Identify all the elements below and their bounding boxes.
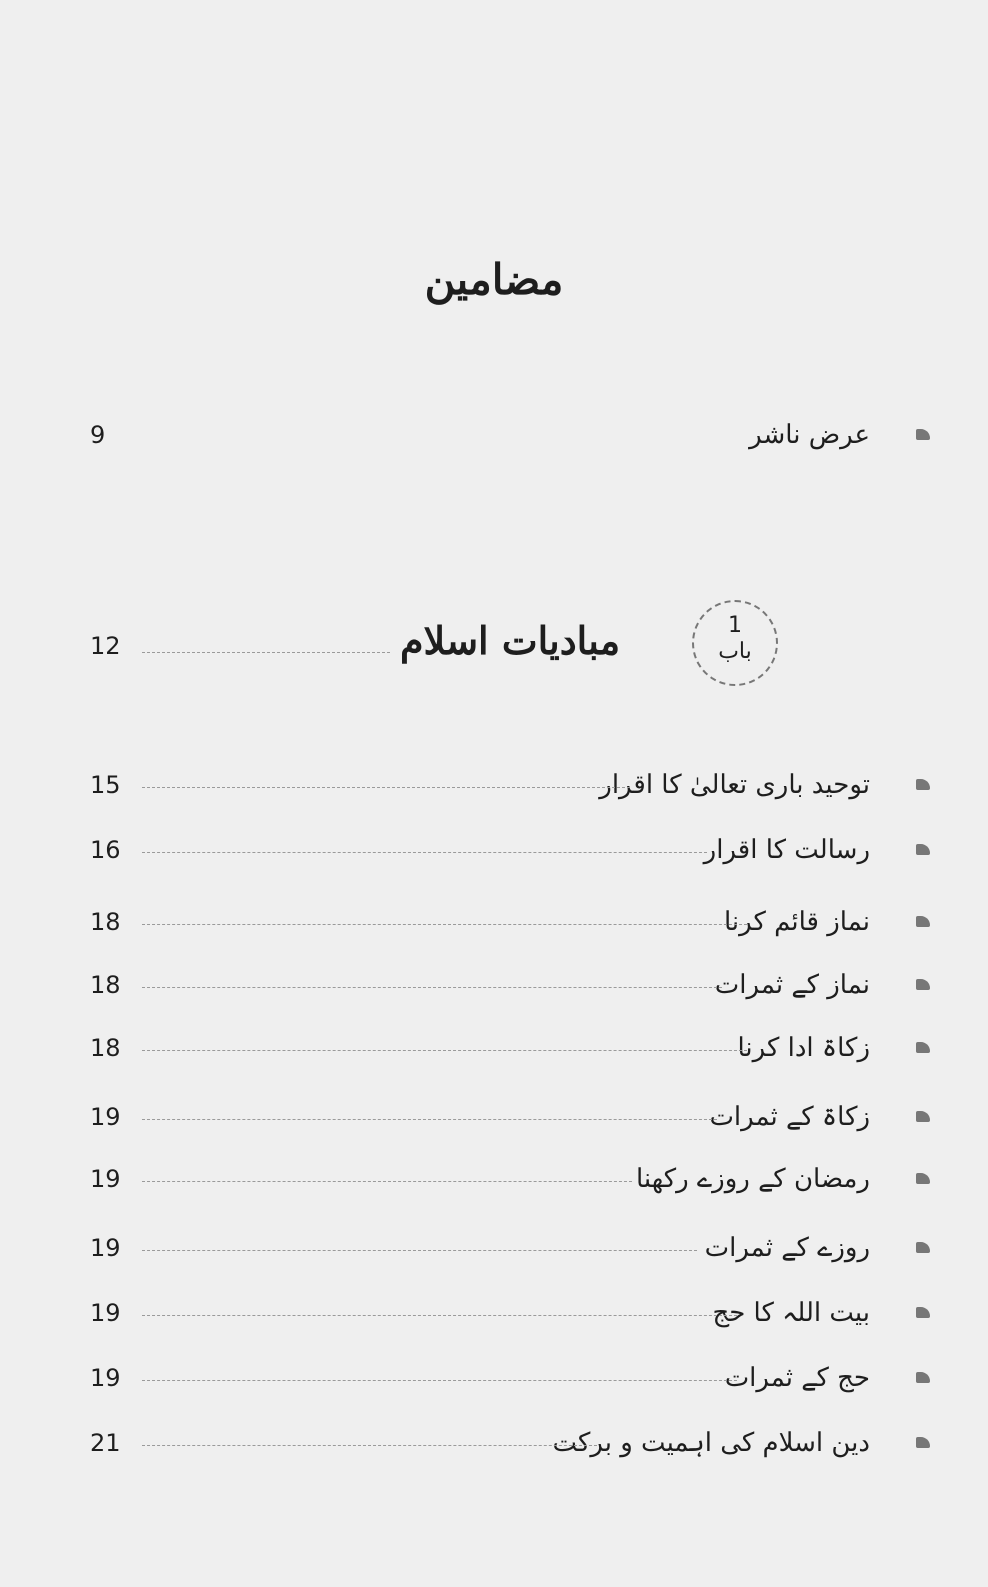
leader-dots (142, 1050, 747, 1051)
bullet-icon (916, 844, 930, 855)
leader-dots (142, 852, 707, 853)
toc-entry-page: 18 (90, 1034, 121, 1062)
page-title: مضامین (424, 255, 564, 304)
toc-entry[interactable] (90, 765, 930, 805)
leader-dots (142, 787, 630, 788)
leader-dots (142, 987, 722, 988)
toc-entry[interactable] (90, 830, 930, 870)
toc-entry-page: 21 (90, 1429, 121, 1457)
bullet-icon (916, 1042, 930, 1053)
toc-entry-intro[interactable] (90, 415, 930, 455)
leader-dots (142, 924, 747, 925)
bullet-icon (916, 1307, 930, 1318)
chapter-word: باب (718, 639, 752, 664)
toc-entry-label: زکاۃ کے ثمرات (709, 1102, 870, 1132)
toc-entry-label: نماز قائم کرنا (723, 907, 870, 937)
bullet-icon (916, 979, 930, 990)
leader-dots (142, 652, 390, 653)
leader-dots (142, 1181, 632, 1182)
toc-entry[interactable] (90, 1228, 930, 1268)
toc-entry-label: عرض ناشر (749, 420, 870, 450)
leader-dots (142, 1445, 597, 1446)
bullet-icon (916, 1111, 930, 1122)
bullet-icon (916, 1173, 930, 1184)
chapter-page: 12 (90, 632, 121, 660)
toc-entry[interactable] (90, 902, 930, 942)
toc-entry[interactable] (90, 1358, 930, 1398)
bullet-icon (916, 1437, 930, 1448)
toc-entry-page: 19 (90, 1364, 121, 1392)
toc-entry-label: روزے کے ثمرات (704, 1233, 870, 1263)
toc-entry[interactable] (90, 965, 930, 1005)
chapter-badge (692, 600, 778, 686)
chapter-title[interactable]: مبادیات اسلام (400, 618, 621, 663)
toc-entry[interactable] (90, 1097, 930, 1137)
leader-dots (142, 1315, 737, 1316)
bullet-icon (916, 779, 930, 790)
leader-dots (142, 1250, 697, 1251)
toc-entry-page: 18 (90, 971, 121, 999)
toc-entry-page: 19 (90, 1103, 121, 1131)
toc-entry-page: 18 (90, 908, 121, 936)
toc-entry-page: 16 (90, 836, 121, 864)
toc-entry-label: رسالت کا اقرار (703, 835, 870, 865)
toc-entry-label: حج کے ثمرات (724, 1363, 870, 1393)
toc-entry-page: 19 (90, 1299, 121, 1327)
toc-entry[interactable] (90, 1423, 930, 1463)
bullet-icon (916, 916, 930, 927)
toc-entry-label: دین اسلام کی اہمیت و برکت (552, 1428, 870, 1458)
toc-entry-label: توحید باری تعالیٰ کا اقرار (599, 770, 870, 800)
toc-entry-page: 9 (90, 421, 106, 449)
toc-entry-page: 15 (90, 771, 121, 799)
bullet-icon (916, 1372, 930, 1383)
toc-entry-page: 19 (90, 1165, 121, 1193)
chapter-number: 1 (728, 613, 742, 638)
toc-entry[interactable] (90, 1028, 930, 1068)
bullet-icon (916, 429, 930, 440)
toc-entry-label: رمضان کے روزے رکھنا (635, 1164, 870, 1194)
toc-entry-label: بیت اللہ کا حج (712, 1298, 870, 1328)
toc-entry[interactable] (90, 1159, 930, 1199)
toc-entry-page: 19 (90, 1234, 121, 1262)
leader-dots (142, 1380, 737, 1381)
bullet-icon (916, 1242, 930, 1253)
toc-entry-label: نماز کے ثمرات (714, 970, 870, 1000)
toc-entry-label: زکاۃ ادا کرنا (737, 1033, 870, 1063)
toc-entry[interactable] (90, 1293, 930, 1333)
leader-dots (142, 1119, 717, 1120)
